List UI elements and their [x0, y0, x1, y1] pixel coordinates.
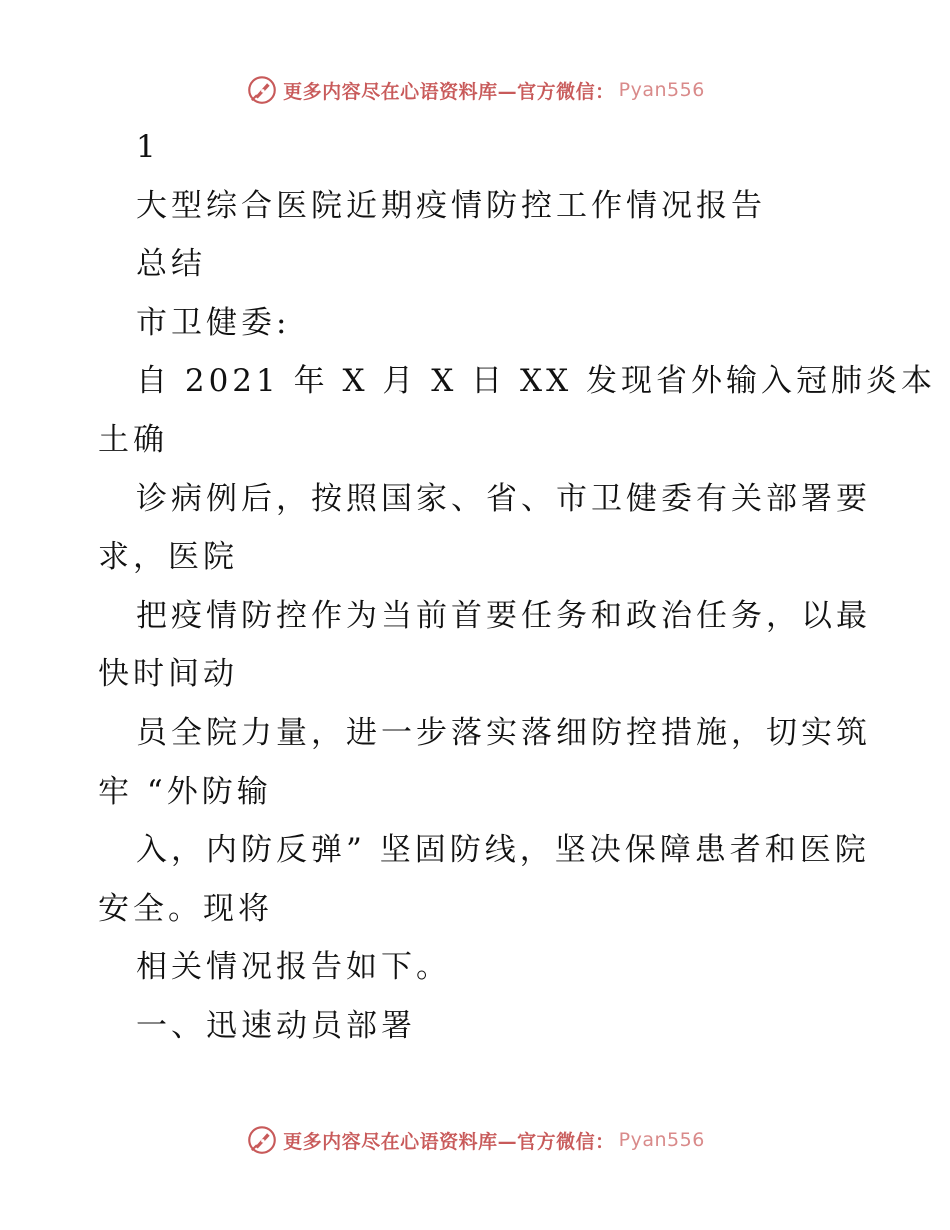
document-line: 把疫情防控作为当前首要任务和政治任务，以最	[136, 597, 871, 634]
document-line: 土确	[98, 421, 168, 458]
document-title: 大型综合医院近期疫情防控工作情况报告	[136, 187, 766, 224]
banner-text: 更多内容尽在心语资料库—官方微信：	[283, 80, 615, 103]
document-body	[98, 118, 937, 1056]
document-line: 诊病例后，按照国家、省、市卫健委有关部署要	[136, 480, 871, 517]
document-line: 相关情况报告如下。	[136, 949, 451, 986]
document-line: 安全。现将	[98, 890, 273, 927]
section-heading: 一、迅速动员部署	[136, 1007, 416, 1044]
document-line: 求，医院	[98, 539, 238, 576]
quill-pen-logo-icon	[245, 73, 279, 107]
document-line: 员全院力量，进一步落实落细防控措施，切实筑	[136, 714, 871, 751]
quill-pen-logo-icon	[245, 1123, 279, 1157]
document-line: 牢 “外防输	[98, 773, 272, 810]
document-addressee: 市卫健委:	[136, 304, 291, 341]
page-footer-banner	[0, 1120, 950, 1160]
banner-contact: Pyan556	[618, 1129, 705, 1151]
document-line: 1	[136, 129, 160, 165]
page-header-banner	[0, 70, 950, 110]
document-line: 入，内防反弹” 坚固防线，坚决保障患者和医院	[136, 832, 870, 869]
document-line: 快时间动	[98, 656, 238, 693]
document-line: 自 2021 年 X 月 X 日 XX 发现省外输入冠肺炎本	[136, 363, 937, 400]
banner-text: 更多内容尽在心语资料库—官方微信：	[283, 1130, 615, 1153]
banner-contact: Pyan556	[618, 79, 705, 101]
document-subtitle: 总结	[136, 246, 206, 283]
